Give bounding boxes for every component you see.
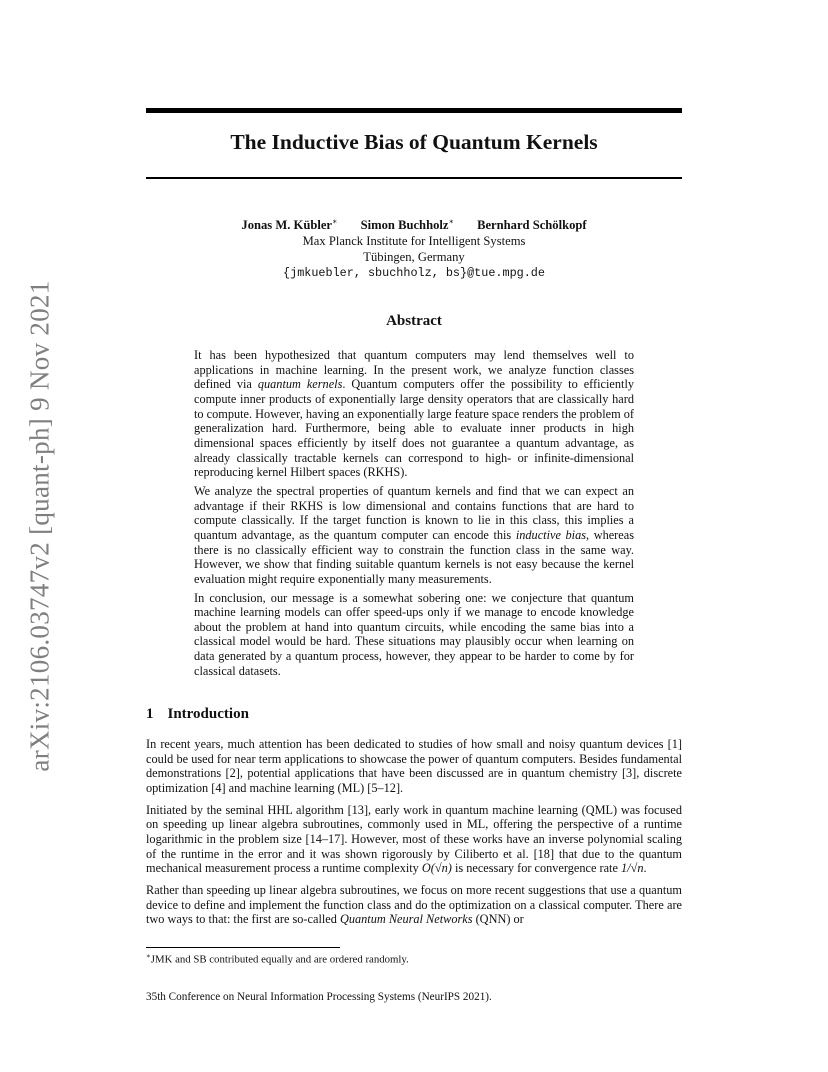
section-heading: 1 Introduction: [146, 706, 249, 722]
author-email: {jmkuebler, sbuchholz, bs}@tue.mpg.de: [283, 266, 545, 281]
abstract-paragraph: We analyze the spectral properties of quantum kernels and find that we can expect an advantage if their RKHS is low dimensional and contains functions that are hard to compute classically. If the target function is known to lie in this class, this implies a quantum advantage, as the quantum computer can encode this inductive bias, whereas there is no classically efficient way to constrain the function class in the same way. However, we show that finding suitable quantum kernels is not easy because the kernel evaluation might require exponentially many measurements.: [194, 483, 634, 586]
body-paragraph: Initiated by the seminal HHL algorithm [13], early work in quantum machine learning (QML) was focused on speeding up linear algebra subroutines, commonly used in ML, offering the perspective of a runtime logarithmic in the problem size [14–17]. However, most of these works have an inverse polynomial scaling of the runtime in the error and it was shown rigorously by Ciliberto et al. [18] that due to the quantum mechanical measurement process a runtime complexity O(√n) is necessary for convergence rate 1/√n.: [146, 802, 682, 876]
abstract-paragraph: In conclusion, our message is a somewhat sobering one: we conjecture that quantum machine learning models can offer speed-ups only if we manage to encode knowledge about the problem at hand into quantum circuits, while encoding the same bias into a classical model would be hard. These situations may plausibly occur when learning on data generated by a quantum process, however, they appear to be harder to come by for classical datasets.: [194, 590, 634, 678]
affiliation-location: Tübingen, Germany: [363, 250, 465, 265]
title-bottom-rule: [146, 177, 682, 179]
author-2: Simon Buchholz∗: [360, 217, 454, 233]
author-3: Bernhard Schölkopf: [477, 218, 587, 233]
abstract-heading: Abstract: [386, 313, 442, 329]
math-inline: O(√n): [421, 861, 452, 876]
math-inline: 1/√n: [621, 861, 644, 876]
body-paragraph: Rather than speeding up linear algebra subroutines, we focus on more recent suggestions that use a quantum device to define and implement the function class and do the optimization on a classical computer. There are two ways to that: the first are so-called Quantum Neural Networks (QNN) or: [146, 882, 682, 927]
paper-title: The Inductive Bias of Quantum Kernels: [230, 130, 598, 154]
author-block: [146, 214, 682, 281]
title-top-rule: [146, 108, 682, 113]
footnote-rule: [146, 947, 340, 948]
author-1: Jonas M. Kübler∗: [241, 217, 338, 233]
affiliation-institute: Max Planck Institute for Intelligent Systems: [302, 234, 526, 249]
venue-note: 35th Conference on Neural Information Processing Systems (NeurIPS 2021).: [146, 991, 492, 1003]
section-body: [146, 737, 682, 934]
arxiv-side-label: arXiv:2106.03747v2 [quant-ph] 9 Nov 2021: [24, 280, 55, 772]
author-list: [146, 214, 682, 233]
body-paragraph: In recent years, much attention has been dedicated to studies of how small and noisy quantum devices [1] could be used for near term applications to showcase the power of quantum computers. Besides fundamental demonstrations [2], potential applications that have been discussed are in quantum chemistry [3], discrete optimization [4] and machine learning (ML) [5–12].: [146, 737, 682, 795]
abstract-paragraph: It has been hypothesized that quantum computers may lend themselves well to applications in machine learning. In the present work, we analyze function classes defined via quantum kernels. Quantum computers offer the possibility to efficiently compute inner products of exponentially large density operators that are classically hard to compute. However, having an exponentially large feature space renders the problem of generalization hard. Furthermore, being able to evaluate inner products in high dimensional spaces efficiently by itself does not guarantee a quantum advantage, as already classically tractable kernels can correspond to high- or infinite-dimensional reproducing kernel Hilbert spaces (RKHS).: [194, 348, 635, 480]
abstract-body: [194, 348, 634, 682]
footnote: ∗JMK and SB contributed equally and are ordered randomly.: [146, 952, 409, 966]
